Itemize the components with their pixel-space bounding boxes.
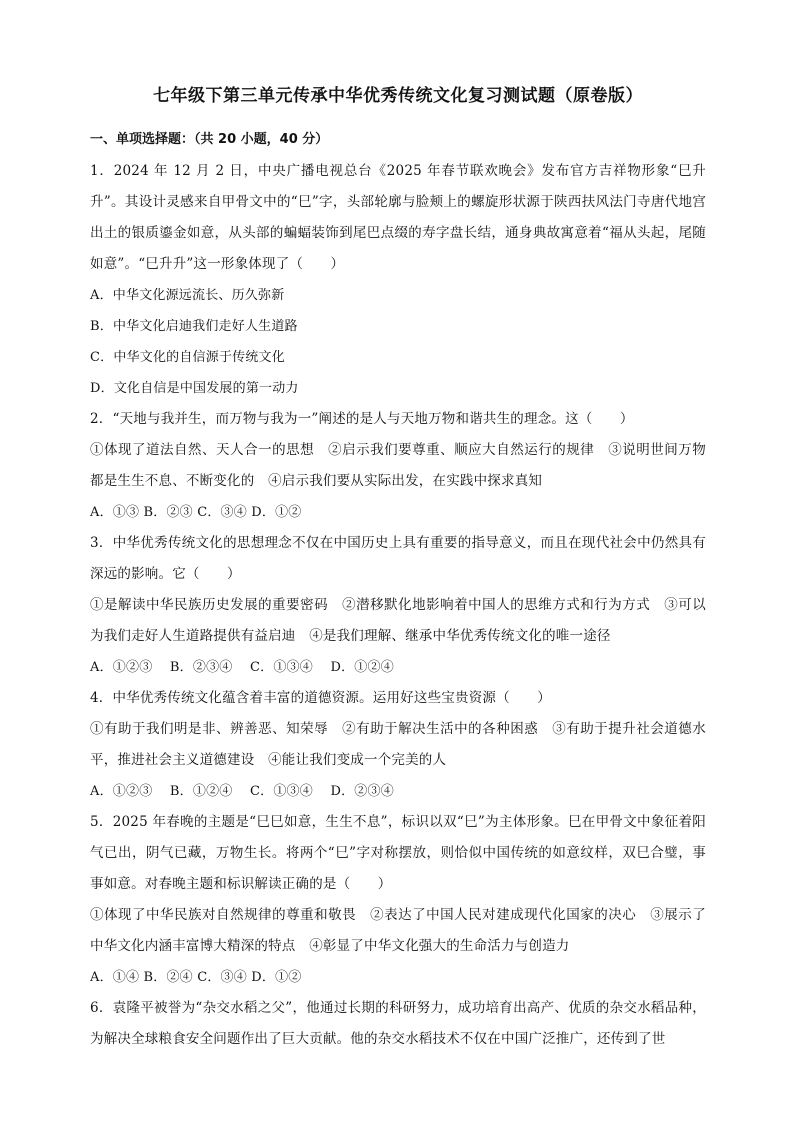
question-4 xyxy=(90,683,706,807)
question-5 xyxy=(90,807,706,993)
question-4-statements: ①有助于我们明是非、辨善恶、知荣辱 ②有助于解决生活中的各种困惑 ③有助于提升社会道德水平，推进社会主义道德建设 ④能让我们变成一个完美的人 xyxy=(90,721,706,768)
question-3-stem: 3．中华优秀传统文化的思想理念不仅在中国历史上具有重要的指导意义，而且在现代社会中仍然具有深远的影响。它（ ） xyxy=(90,535,706,582)
question-6 xyxy=(90,993,706,1055)
question-2-statements: ①体现了道法自然、天人合一的思想 ②启示我们要尊重、顺应大自然运行的规律 ③说明世间万物都是生生不息、不断变化的 ④启示我们要从实际出发，在实践中探求真知 xyxy=(90,442,706,489)
question-3-statements: ①是解读中华民族历史发展的重要密码 ②潜移默化地影响着中国人的思维方式和行为方式 ③可以为我们走好人生道路提供有益启迪 ④是我们理解、继承中华优秀传统文化的唯一途径 xyxy=(90,597,706,644)
question-5-statements: ①体现了中华民族对自然规律的尊重和敬畏 ②表达了中国人民对建成现代化国家的决心 ③展示了中华文化内涵丰富博大精深的特点 ④彰显了中华文化强大的生命活力与创造力 xyxy=(90,907,706,954)
question-4-stem: 4．中华优秀传统文化蕴含着丰富的道德资源。运用好这些宝贵资源（ ） xyxy=(90,690,551,706)
question-2 xyxy=(90,404,706,528)
question-1 xyxy=(90,156,706,404)
question-2-stem: 2．“天地与我并生，而万物与我为一”阐述的是人与天地万物和谐共生的理念。这（ ） xyxy=(90,411,634,427)
question-3 xyxy=(90,528,706,683)
question-1-option-c: C．中华文化的自信源于传统文化 xyxy=(90,350,285,365)
question-1-option-a: A．中华文化源远流长、历久弥新 xyxy=(90,288,285,303)
question-1-stem: 1．2024 年 12 月 2 日，中央广播电视总台《2025 年春节联欢晚会》发布官方吉祥物形象“巳升升”。其设计灵感来自甲骨文中的“巳”字，头部轮廓与脸颊上的螺旋形状源于陕西扶风法门寺唐代地宫出土的银质鎏金如意，从头部的蝙蝠装饰到尾巴点缀的寿字盘长结，通身典故寓意着“福从头起，尾随如意”。“巳升升”这一形象体现了（ ） xyxy=(90,163,706,272)
question-6-stem: 6．袁隆平被誉为“杂交水稻之父”，他通过长期的科研努力，成功培育出高产、优质的杂交水稻品种，为解决全球粮食安全问题作出了巨大贡献。他的杂交水稻技术不仅在中国广泛推广，还传到了世 xyxy=(90,1000,706,1047)
question-1-option-b: B．中华文化启迪我们走好人生道路 xyxy=(90,319,298,334)
question-4-answers: A．①②③ B．①②④ C．①③④ D．②③④ xyxy=(90,784,394,799)
question-5-stem: 5．2025 年春晚的主题是“巳巳如意，生生不息”，标识以双“巳”为主体形象。巳在甲骨文中象征着阳气已出，阴气已藏，万物生长。将两个“巳”字对称摆放，则恰似中国传统的如意纹样，双巳合璧，事事如意。对春晚主题和标识解读正确的是（ ） xyxy=(90,814,706,892)
question-2-answers: A．①③ B．②③ C．③④ D．①② xyxy=(90,505,302,520)
question-5-answers: A．①④ B．②④ C．③④ D．①② xyxy=(90,970,302,985)
exam-title: 七年级下第三单元传承中华优秀传统文化复习测试题（原卷版） xyxy=(153,86,643,106)
section-heading: 一、单项选择题：（共 20 小题，40 分） xyxy=(90,132,329,147)
question-1-option-d: D．文化自信是中国发展的第一动力 xyxy=(90,381,299,396)
question-3-answers: A．①②③ B．②③④ C．①③④ D．①②④ xyxy=(90,660,394,675)
